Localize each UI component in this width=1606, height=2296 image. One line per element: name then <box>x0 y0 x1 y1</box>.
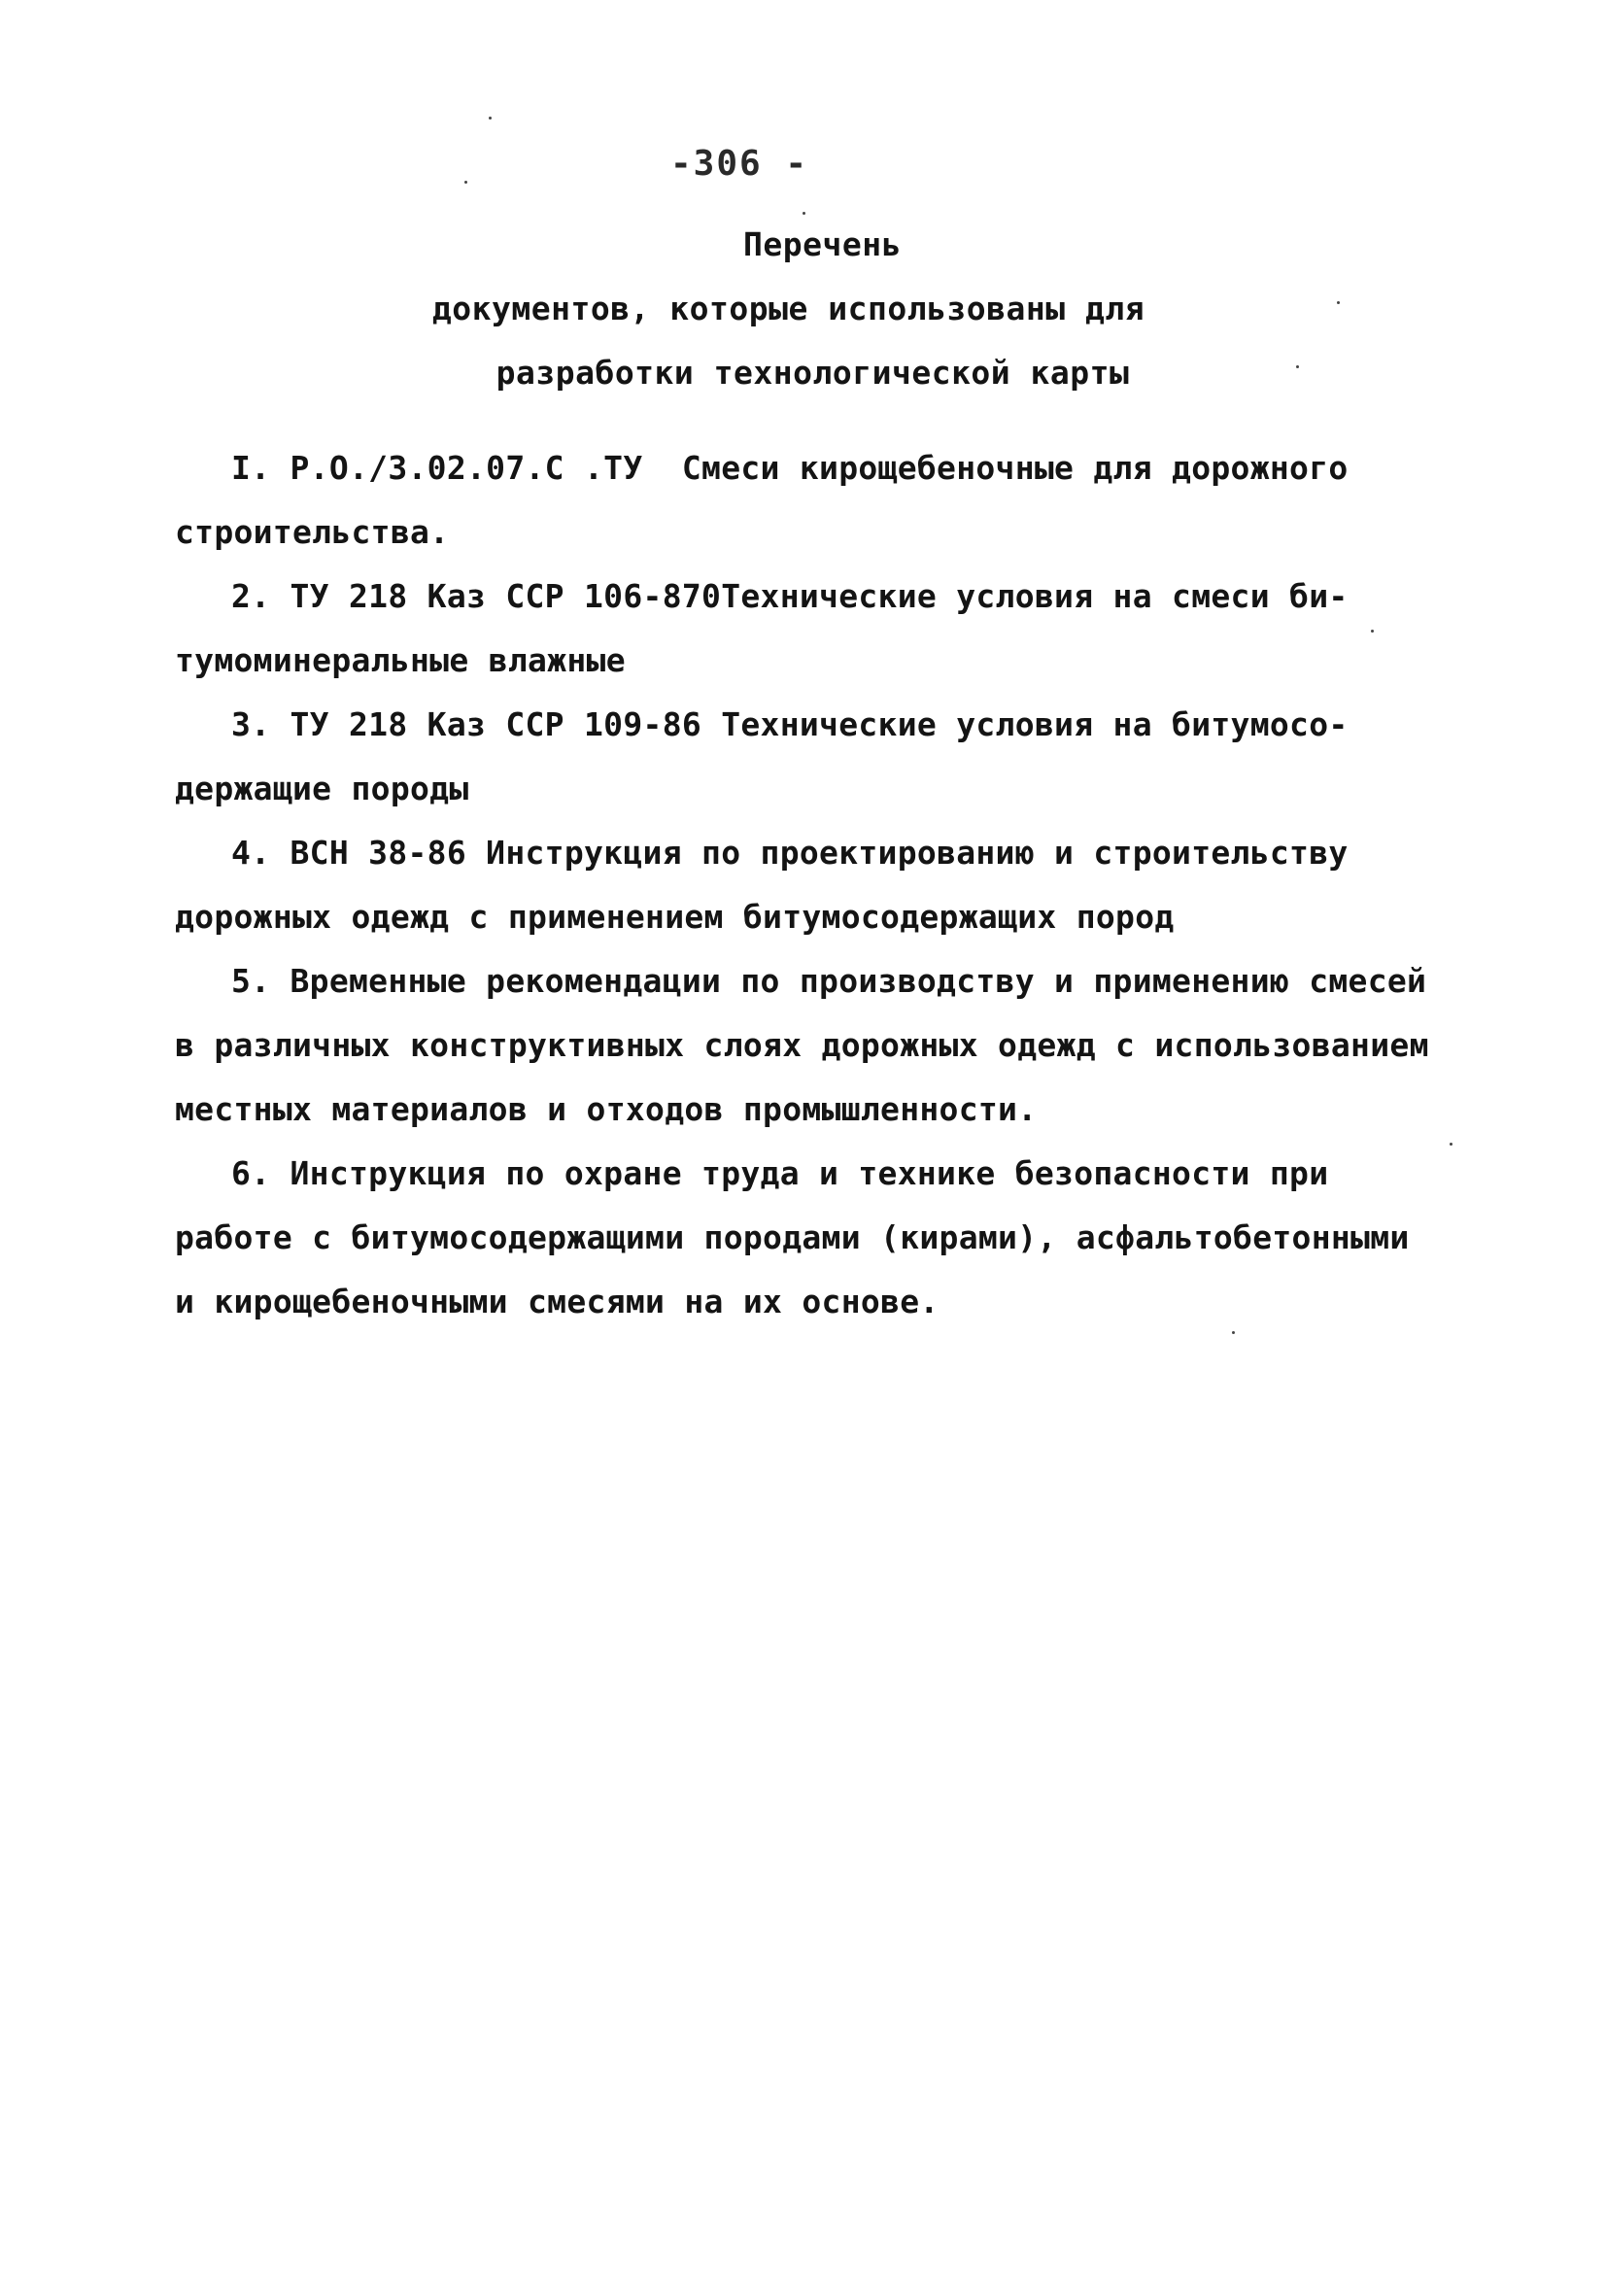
list-item-5-line-2: в различных конструктивных слоях дорожных одежд с использованием <box>175 1026 1429 1064</box>
scan-speck <box>803 212 805 215</box>
list-item-6-line-3: и кирощебеночными смесями на их основе. <box>175 1283 940 1320</box>
list-item-3-line-2: держащие породы <box>175 770 469 807</box>
list-item-3-line-1: 3. ТУ 218 Каз ССР 109-86 Технические условия на битумосо- <box>231 705 1349 743</box>
page-number: -306 - <box>670 144 809 184</box>
list-subtitle-line-1: документов, которые использованы для <box>431 290 1145 327</box>
list-item-4-line-2: дорожных одежд с применением битумосодержащих пород <box>175 898 1175 936</box>
list-item-2-line-1: 2. ТУ 218 Каз ССР 106-870Технические условия на смеси би- <box>231 577 1349 615</box>
scan-speck <box>1232 1331 1235 1334</box>
list-item-2-line-2: тумоминеральные влажные <box>175 641 626 679</box>
list-item-1-line-1: I. Р.О./3.02.07.С .ТУ Смеси кирощебеночные для дорожного <box>231 449 1349 487</box>
scan-speck <box>464 181 467 184</box>
scan-speck <box>1296 365 1299 368</box>
list-title: Перечень <box>743 225 902 263</box>
list-subtitle-line-2: разработки технологической карты <box>495 354 1130 392</box>
scan-speck <box>1371 630 1374 633</box>
scan-speck <box>1450 1143 1452 1146</box>
list-item-5-line-3: местных материалов и отходов промышленности. <box>175 1090 1038 1128</box>
list-item-6-line-2: работе с битумосодержащими породами (кирами), асфальтобетонными <box>175 1218 1410 1256</box>
list-item-4-line-1: 4. ВСН 38-86 Инструкция по проектированию и строительству <box>231 834 1349 872</box>
scan-speck <box>1337 301 1340 304</box>
list-item-1-line-2: строительства. <box>175 513 450 551</box>
scan-speck <box>489 117 492 120</box>
list-item-5-line-1: 5. Временные рекомендации по производству и применению смесей <box>231 962 1427 1000</box>
list-item-6-line-1: 6. Инструкция по охране труда и технике безопасности при <box>231 1154 1329 1192</box>
